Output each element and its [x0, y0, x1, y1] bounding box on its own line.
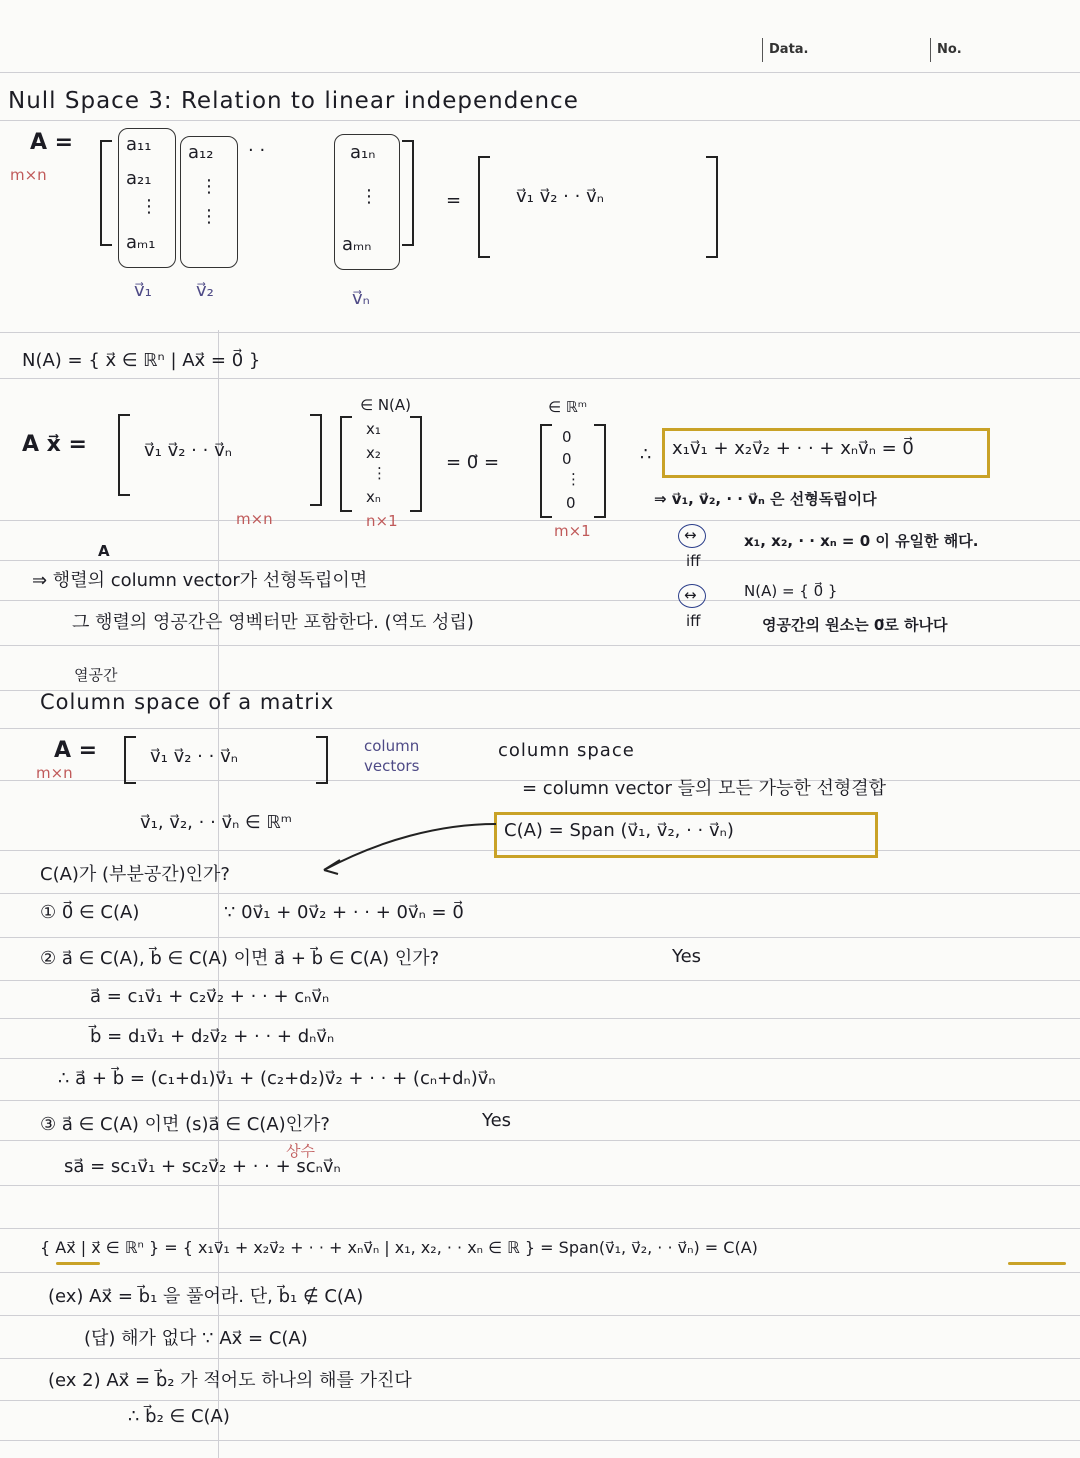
a-expansion: a⃗ = c₁v⃗₁ + c₂v⃗₂ + · · + cₙv⃗ₙ	[90, 986, 330, 1007]
zero-entry-4: 0	[566, 494, 576, 512]
subspace-question: C(A)가 (부분공간)인가?	[40, 864, 230, 885]
cs-def-title: column space	[498, 740, 635, 761]
example-1-answer: (답) 해가 없다 ∵ Ax⃗ = C(A)	[84, 1328, 308, 1349]
date-label: Data.	[762, 38, 809, 62]
v2-label: v⃗₂	[196, 280, 214, 301]
coln-entry-1: a₁ₙ	[350, 142, 376, 163]
example-2-answer: ∴ b⃗₂ ∈ C(A)	[128, 1406, 230, 1427]
a-mark: A	[98, 542, 110, 560]
scalar-expansion: sa⃗ = sc₁v⃗₁ + sc₂v⃗₂ + · · + scₙv⃗ₙ	[64, 1156, 341, 1177]
matrix-equals: =	[446, 190, 462, 211]
cs-dims: m×n	[36, 764, 73, 782]
matrix-dims: m×n	[10, 166, 47, 184]
zero-entry-2: 0	[562, 450, 572, 468]
set-equality: { Ax⃗ | x⃗ ∈ ℝⁿ } = { x₁v⃗₁ + x₂v⃗₂ + · · + xₙv⃗ₙ | x₁, x₂, · · xₙ ∈ ℝ } = Span(v⃗₁, v⃗₂, · · v⃗ₙ) = C(A)	[40, 1238, 758, 1257]
property-2-answer: Yes	[672, 946, 702, 967]
independent-statement: ⇒ v⃗₁, v⃗₂, · · v⃗ₙ 은 선형독립이다	[654, 490, 877, 508]
property-1: ① 0⃗ ∈ C(A)	[40, 902, 140, 923]
mxn-label: m×n	[236, 510, 273, 528]
b-expansion: b⃗ = d₁v⃗₁ + d₂v⃗₂ + · · + dₙv⃗ₙ	[90, 1026, 335, 1047]
property-1-reason: ∵ 0v⃗₁ + 0v⃗₂ + · · + 0v⃗ₙ = 0⃗	[224, 902, 464, 923]
korean-note: 열공간	[74, 666, 118, 684]
arrow-icon	[320, 820, 500, 880]
col1-entry-1: a₁₁	[126, 134, 152, 155]
in-na-label: ∈ N(A)	[360, 396, 412, 414]
span-definition: C(A) = Span (v⃗₁, v⃗₂, · · v⃗ₙ)	[504, 820, 734, 841]
unique-solution: x₁, x₂, · · xₙ = 0 이 유일한 해다.	[744, 532, 979, 550]
in-rm-label: ∈ ℝᵐ	[548, 398, 588, 416]
column-space-heading: Column space of a matrix	[40, 690, 335, 714]
conclusion-line-1: ⇒ 행렬의 column vector가 선형독립이면	[32, 570, 368, 591]
matrix-dots: · ·	[248, 140, 266, 161]
x-entry-2: x₂	[366, 444, 381, 462]
property-3: ③ a⃗ ∈ C(A) 이면 (s)a⃗ ∈ C(A)인가?	[40, 1114, 330, 1135]
x-entry-3: ⋮	[372, 464, 387, 482]
col1-entry-3: ⋮	[140, 196, 158, 217]
iff-label-2: iff	[686, 612, 701, 630]
iff-label-1: iff	[686, 552, 701, 570]
property-2: ② a⃗ ∈ C(A), b⃗ ∈ C(A) 이면 a⃗ + b⃗ ∈ C(A) 인가?	[40, 948, 440, 969]
x-entry-1: x₁	[366, 420, 381, 438]
null-element-note: 영공간의 원소는 0⃗로 하나다	[762, 616, 948, 634]
zero-equals: = 0⃗ =	[446, 452, 500, 473]
coln-entry-3: aₘₙ	[342, 234, 372, 255]
col2-entry-1: a₁₂	[188, 142, 214, 163]
property-3-answer: Yes	[482, 1110, 512, 1131]
zero-entry-3: ⋮	[566, 470, 581, 488]
example-2: (ex 2) Ax⃗ = b⃗₂ 가 적어도 하나의 해를 가진다	[48, 1370, 412, 1391]
cs-membership: v⃗₁, v⃗₂, · · v⃗ₙ ∈ ℝᵐ	[140, 812, 292, 833]
x-entry-4: xₙ	[366, 488, 381, 506]
example-1: (ex) Ax⃗ = b⃗₁ 을 풀어라. 단, b⃗₁ ∉ C(A)	[48, 1286, 364, 1307]
na-zero: N(A) = { 0⃗ }	[744, 582, 838, 600]
mx1-label: m×1	[554, 522, 591, 540]
ax-lhs: A x⃗ =	[22, 432, 87, 457]
null-space-definition: N(A) = { x⃗ ∈ ℝⁿ | Ax⃗ = 0⃗ }	[22, 350, 261, 371]
zero-entry-1: 0	[562, 428, 572, 446]
nx1-label: n×1	[366, 512, 398, 530]
col2-entry-2: ⋮	[200, 176, 218, 197]
no-label: No.	[930, 38, 962, 62]
page-title: Null Space 3: Relation to linear independence	[8, 88, 579, 114]
cs-vectors: v⃗₁ v⃗₂ · · v⃗ₙ	[150, 746, 238, 767]
coln-entry-2: ⋮	[360, 186, 378, 207]
therefore-mark: ∴	[640, 444, 652, 465]
linear-combination: x₁v⃗₁ + x₂v⃗₂ + · · + xₙv⃗ₙ = 0⃗	[672, 438, 914, 459]
sangsu-note: 상수	[286, 1142, 315, 1160]
sum-expansion: ∴ a⃗ + b⃗ = (c₁+d₁)v⃗₁ + (c₂+d₂)v⃗₂ + · · + (cₙ+dₙ)v⃗ₙ	[58, 1068, 496, 1089]
matrix-column-vectors: v⃗₁ v⃗₂ · · v⃗ₙ	[516, 186, 604, 207]
column-vectors-note: column vectors	[364, 737, 420, 775]
cs-def-line: = column vector 들의 모든 가능한 선형결합	[522, 778, 887, 799]
vn-label: v⃗ₙ	[352, 288, 370, 309]
v1-label: v⃗₁	[134, 280, 152, 301]
ax-vectors: v⃗₁ v⃗₂ · · v⃗ₙ	[144, 440, 232, 461]
col2-entry-3: ⋮	[200, 206, 218, 227]
matrix-a-label: A =	[30, 130, 74, 155]
cs-a-label: A =	[54, 738, 98, 763]
col1-entry-4: aₘ₁	[126, 232, 156, 253]
col1-entry-2: a₂₁	[126, 168, 152, 189]
conclusion-line-2: 그 행렬의 영공간은 영벡터만 포함한다. (역도 성립)	[72, 612, 474, 633]
